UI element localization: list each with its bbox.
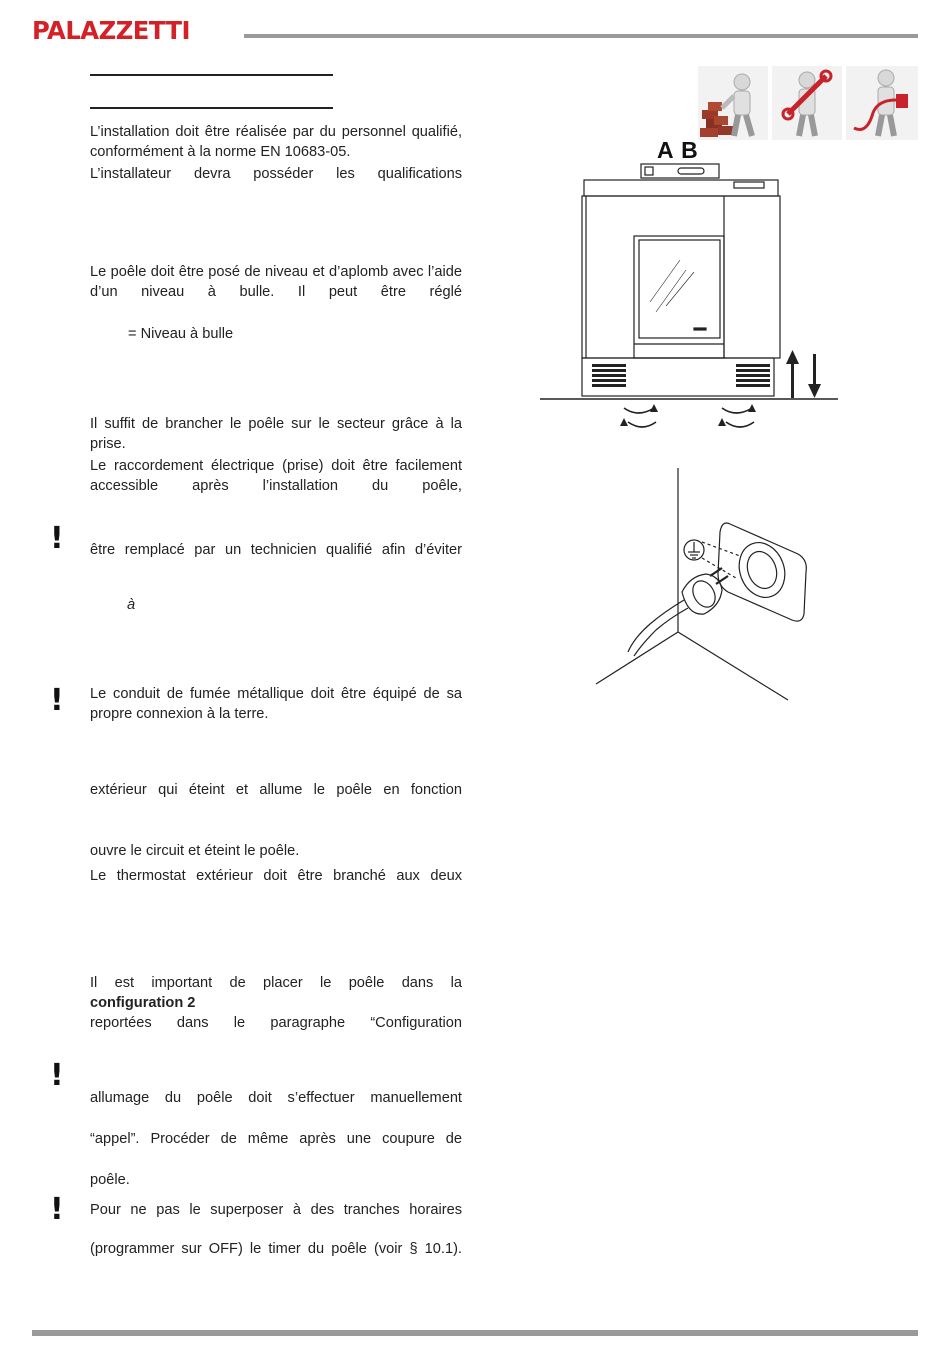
warning-icon-1: ! [50, 521, 64, 556]
text-configuration: configuration 2 [90, 995, 196, 1011]
stove-diagram [538, 160, 842, 436]
worker-wrench-icon [772, 66, 842, 140]
text-fragment: à [127, 597, 136, 613]
paragraph-replace: être remplacé par un technicien qualifié afin d’éviter [90, 542, 462, 558]
header-rule [244, 34, 918, 38]
paragraph-reported: reportées dans le paragraphe “Configuration [90, 1015, 462, 1031]
paragraph-level: Le poêle doit être posé de niveau et d’aplomb avec l’aide d’un niveau à bulle. Il peut être réglé [90, 264, 462, 300]
paragraph-stove: poêle. [90, 1172, 130, 1188]
brand-logo: PALAZZETTI [32, 16, 191, 45]
section-rule-2 [90, 107, 333, 109]
socket-diagram [594, 468, 810, 702]
paragraph-thermostat-connect: Le thermostat extérieur doit être branché aux deux [90, 868, 462, 884]
paragraph-installer: L’installateur devra posséder les qualifications [90, 166, 462, 182]
paragraph-electrical: Le raccordement électrique (prise) doit être facilement accessible après l’installation du poêle, [90, 458, 462, 494]
paragraph-installation: L’installation doit être réalisée par du personnel qualifié, conformément à la norme EN 10683-05. [90, 124, 462, 160]
paragraph-important: Il est important de placer le poêle dans la [90, 975, 462, 991]
paragraph-flue-earth: Le conduit de fumée métallique doit être équipé de sa propre connexion à la terre. [90, 686, 462, 722]
footer-rule [32, 1330, 918, 1336]
paragraph-connect: Il suffit de brancher le poêle sur le secteur grâce à la prise. [90, 416, 462, 452]
legend-level: = Niveau à bulle [128, 326, 234, 342]
paragraph-timer: (programmer sur OFF) le timer du poêle (voir § 10.1). [90, 1241, 462, 1257]
section-rule-1 [90, 74, 333, 76]
paragraph-timeslots: Pour ne pas le superposer à des tranches horaires [90, 1202, 462, 1218]
worker-bricks-icon [698, 66, 768, 140]
paragraph-manual-ignition: allumage du poêle doit s’effectuer manuellement [90, 1090, 462, 1106]
paragraph-call: “appel”. Procéder de même après une coupure de [90, 1131, 462, 1147]
worker-plug-icon [846, 66, 918, 140]
paragraph-thermostat: extérieur qui éteint et allume le poêle en fonction [90, 782, 462, 798]
warning-icon-3: ! [50, 1058, 64, 1093]
stove-label: A B [657, 137, 699, 163]
warning-icon-4: ! [50, 1192, 64, 1227]
warning-icon-2: ! [50, 683, 64, 718]
paragraph-circuit: ouvre le circuit et éteint le poêle. [90, 843, 300, 859]
installer-icons [696, 64, 920, 142]
